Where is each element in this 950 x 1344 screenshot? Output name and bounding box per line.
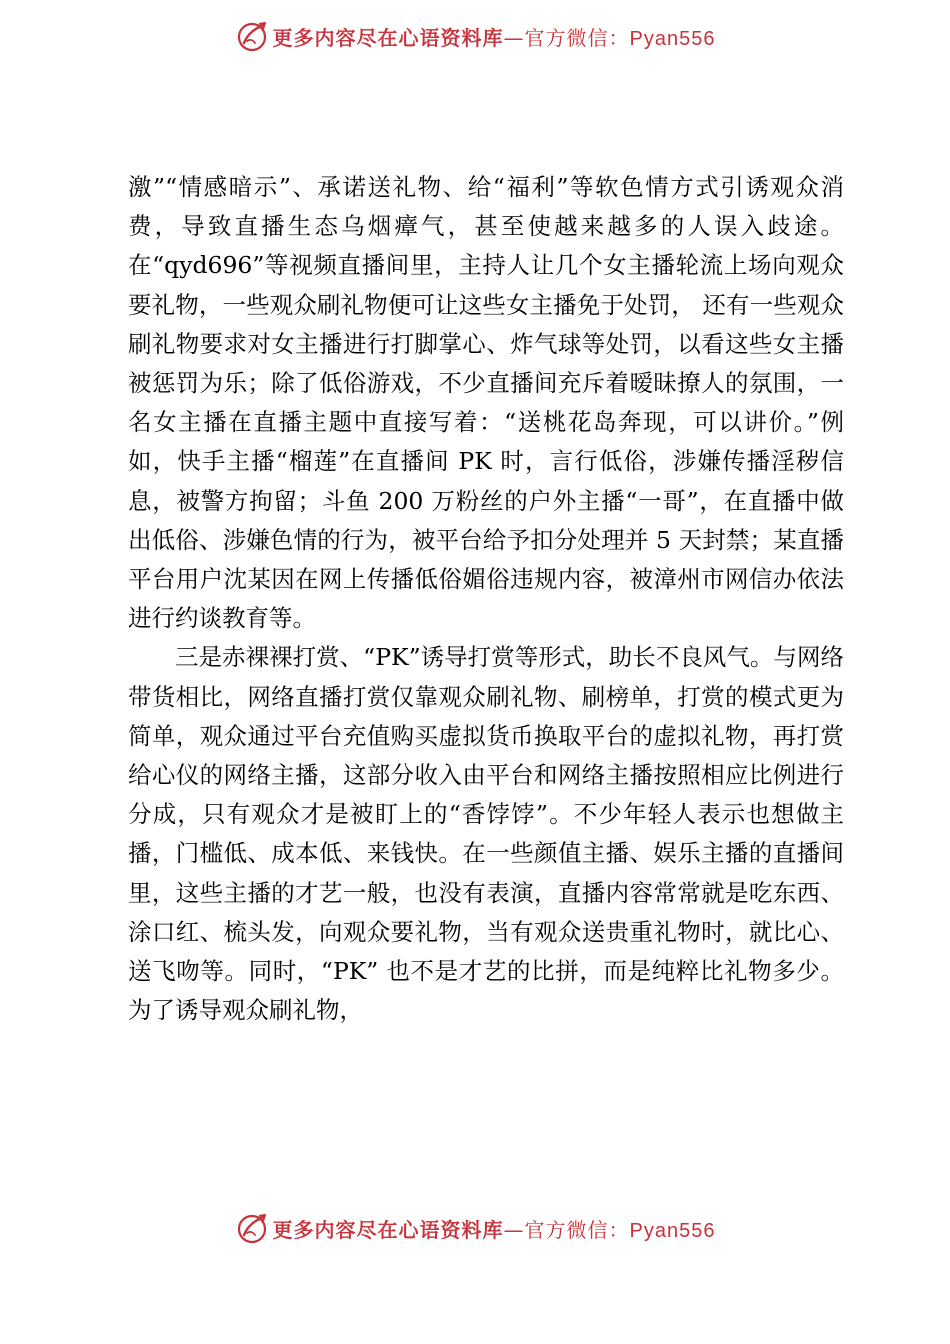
watermark-wechat-id: Pyan556	[629, 1219, 716, 1242]
logo-icon	[235, 19, 269, 53]
watermark-dash: —	[503, 1217, 525, 1242]
watermark-wechat-label: 官方微信：	[524, 1217, 630, 1242]
watermark-brand: 更多内容尽在心语资料库	[272, 25, 504, 50]
document-body	[128, 168, 844, 1030]
watermark-text	[273, 1214, 716, 1243]
watermark-dash: —	[503, 25, 525, 50]
paragraph-continued: 激”“情感暗示”、承诺送礼物、给“福利”等软色情方式引诱观众消费，导致直播生态乌烟瘴气，甚至使越来越多的人误入歧途。在“qyd696”等视频直播间里，主持人让几个女主播轮流上场向观众要礼物，一些观众刷礼物便可让这些女主播免于处罚， 还有一些观众刷礼物要求对女主播进行打脚掌心、炸气球等处罚，以看这些女主播被惩罚为乐；除了低俗游戏，不少直播间充斥着暧昧撩人的氛围，一名女主播在直播主题中直接写着：“送桃花岛奔现，可以讲价。”例如，快手主播“榴莲”在直播间 PK 时，言行低俗，涉嫌传播淫秽信息，被警方拘留；斗鱼 200 万粉丝的户外主播“一哥”，在直播中做出低俗、涉嫌色情的行为，被平台给予扣分处理并 5 天封禁；某直播平台用户沈某因在网上传播低俗媚俗违规内容，被漳州市网信办依法进行约谈教育等。	[128, 173, 844, 633]
watermark-wechat-label: 官方微信：	[524, 25, 630, 50]
watermark-brand: 更多内容尽在心语资料库	[272, 1217, 504, 1242]
watermark-wechat-id: Pyan556	[629, 27, 716, 50]
watermark-text	[273, 22, 716, 51]
logo-icon	[235, 1211, 269, 1245]
header-watermark	[0, 16, 950, 56]
footer-watermark	[0, 1208, 950, 1248]
paragraph-third-point: 三是赤裸裸打赏、“PK”诱导打赏等形式，助长不良风气。与网络带货相比，网络直播打赏仅靠观众刷礼物、刷榜单，打赏的模式更为简单，观众通过平台充值购买虚拟货币换取平台的虚拟礼物，再打赏给心仪的网络主播，这部分收入由平台和网络主播按照相应比例进行分成，只有观众才是被盯上的“香饽饽”。不少年轻人表示也想做主播，门槛低、成本低、来钱快。在一些颜值主播、娱乐主播的直播间里，这些主播的才艺一般，也没有表演，直播内容常常就是吃东西、涂口红、梳头发，向观众要礼物，当有观众送贵重礼物时，就比心、送飞吻等。同时，“PK” 也不是才艺的比拼，而是纯粹比礼物多少。为了诱导观众刷礼物，	[128, 643, 844, 1025]
